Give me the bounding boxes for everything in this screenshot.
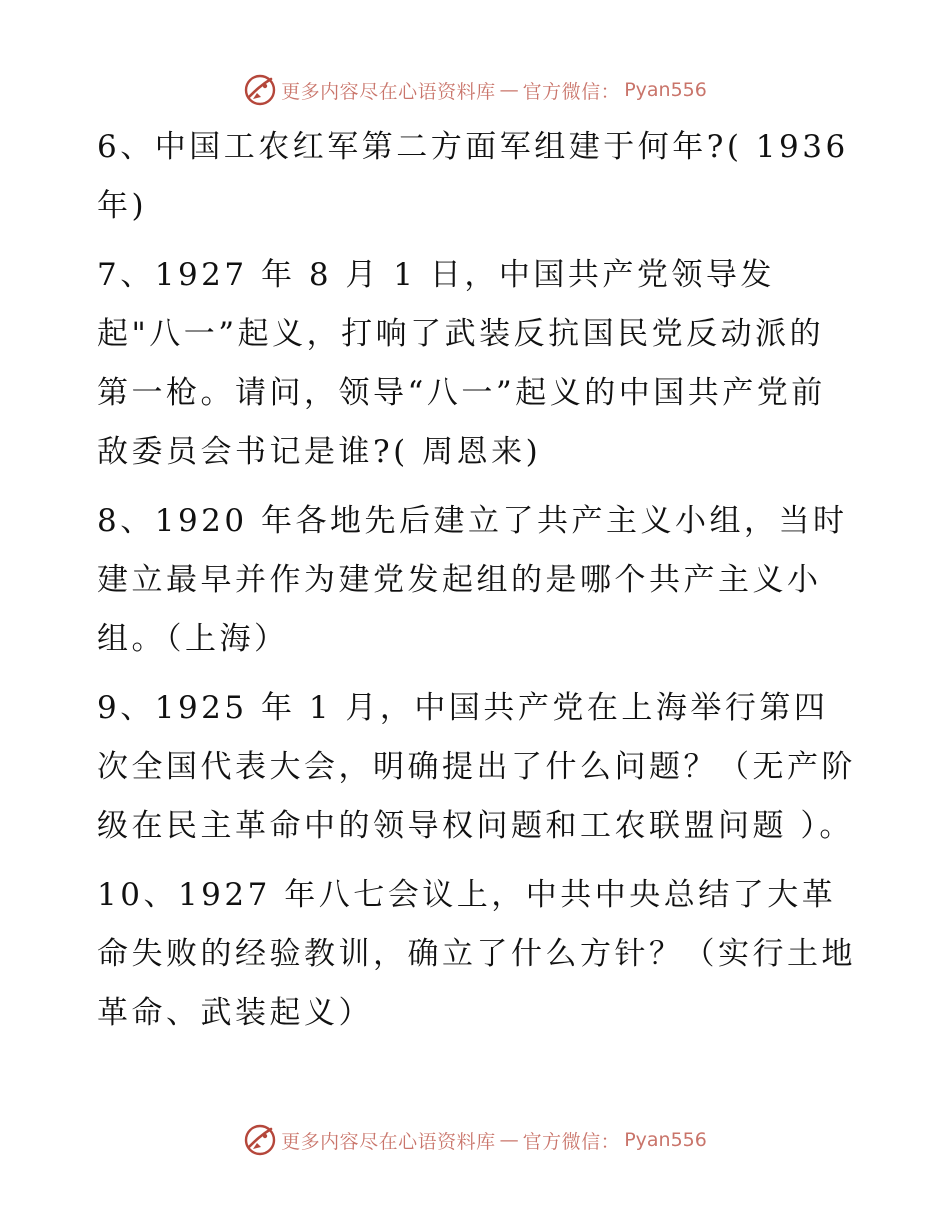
pen-circle-logo-icon <box>243 1123 277 1157</box>
question-8: 8、1920 年各地先后建立了共产主义小组，当时建立最早并作为建党发起组的是哪个共产主义小组。（上海） <box>97 503 848 657</box>
question-10: 10、1927 年八七会议上，中共中央总结了大革命失败的经验教训，确立了什么方针？（实行土地革命、武装起义） <box>97 877 856 1031</box>
question-6: 6、中国工农红军第二方面军组建于何年?( 1936 年) <box>97 129 849 224</box>
banner-text: 更多内容尽在心语资料库 <box>281 1130 496 1153</box>
banner-inner <box>243 73 707 107</box>
wechat-id: Pyan556 <box>624 79 707 101</box>
banner-separator: — <box>499 79 519 101</box>
document-body <box>97 118 857 1053</box>
banner-text: 更多内容尽在心语资料库 <box>281 80 496 103</box>
wechat-id: Pyan556 <box>624 1129 707 1151</box>
question-9: 9、1925 年 1 月，中国共产党在上海举行第四次全国代表大会，明确提出了什么问题？（无产阶级在民主革命中的领导权问题和工农联盟问题 ）。 <box>97 690 856 844</box>
banner-inner <box>243 1123 707 1157</box>
header-banner <box>0 70 950 110</box>
footer-banner <box>0 1120 950 1160</box>
question-7: 7、1927 年 8 月 1 日，中国共产党领导发起"八一”起义，打响了武装反抗国民党反动派的第一枪。请问，领导“八一”起义的中国共产党前敌委员会书记是谁?( 周恩来) <box>97 257 826 470</box>
pen-circle-logo-icon <box>243 73 277 107</box>
banner-separator: — <box>499 1129 519 1151</box>
wechat-label: 官方微信： <box>522 80 621 103</box>
wechat-label: 官方微信： <box>522 1130 621 1153</box>
